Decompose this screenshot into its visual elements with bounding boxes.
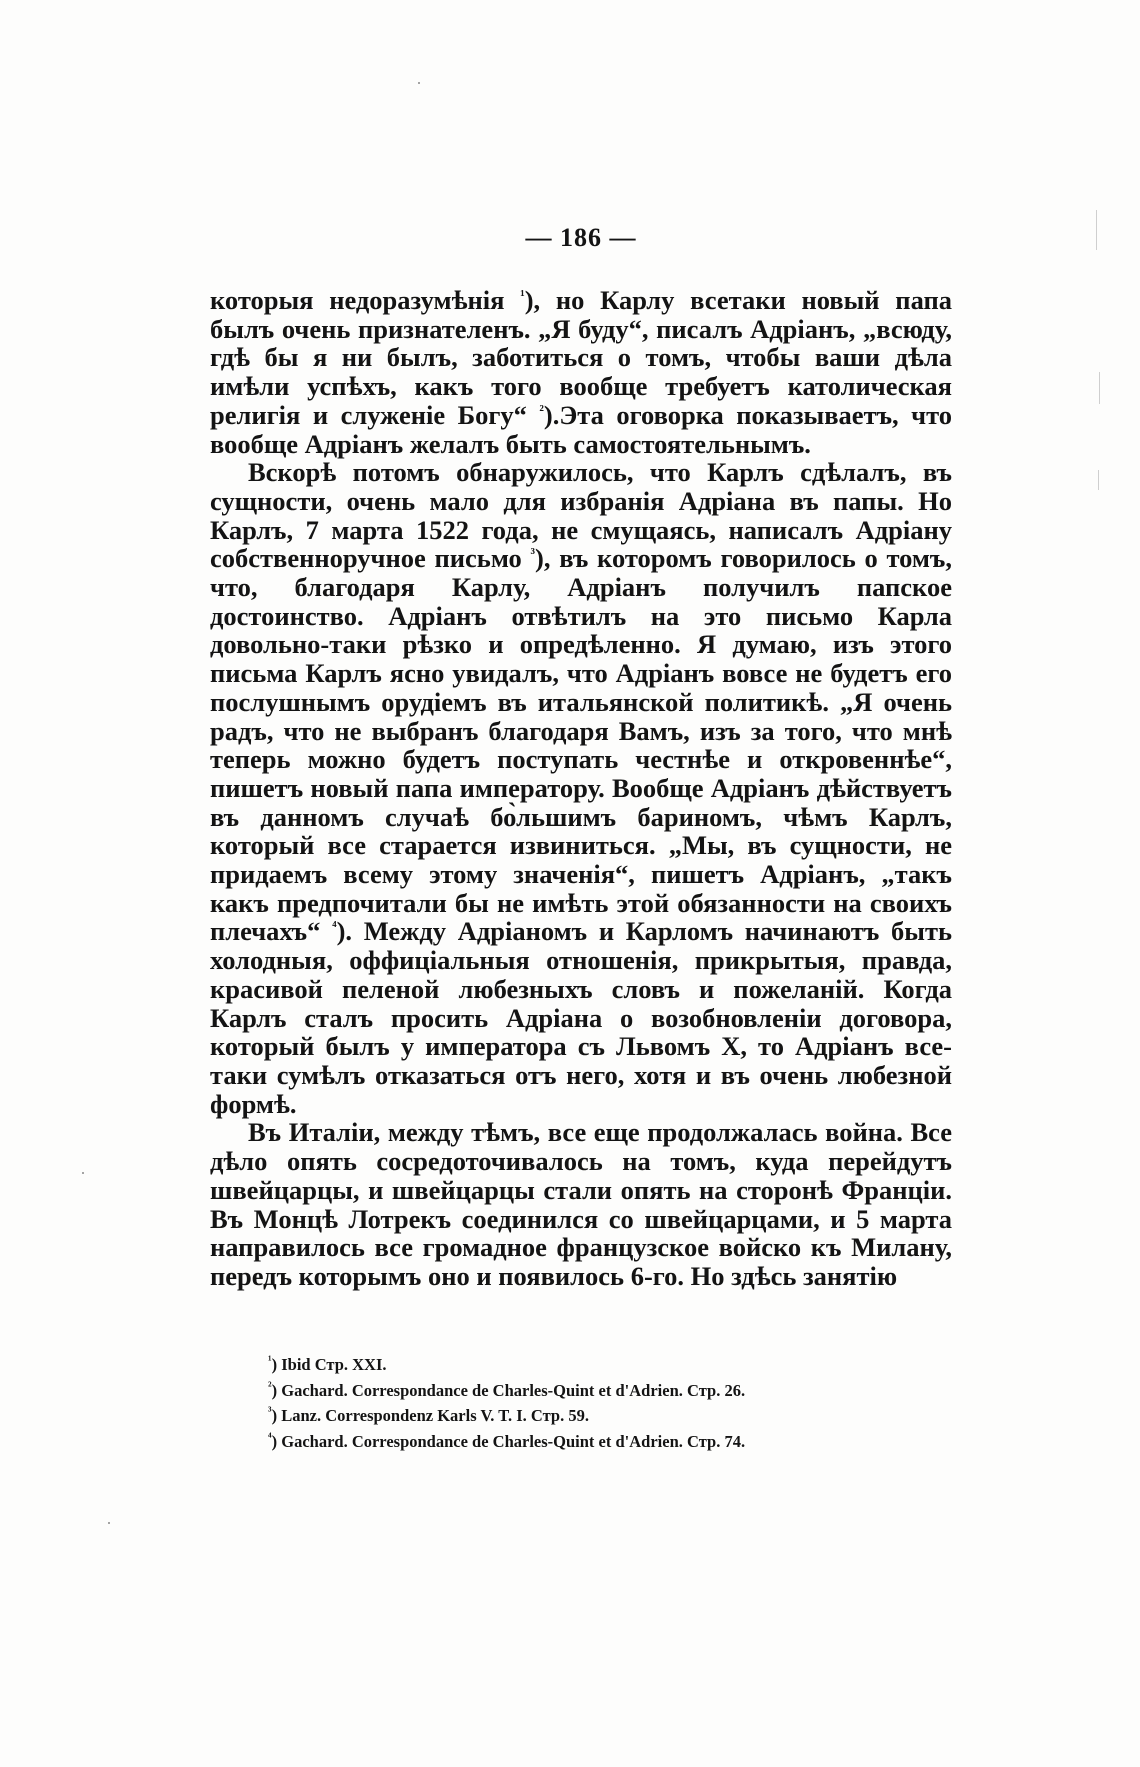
- footnote-mark: ²: [268, 1378, 272, 1393]
- footnote-text: ) Gachard. Correspondance de Charles-Quint et d'Adrien. Стр. 74.: [271, 1431, 746, 1451]
- paragraph: [210, 458, 952, 1118]
- scan-speck: [82, 1172, 84, 1174]
- footnote-ref: ¹: [520, 288, 525, 304]
- footnote: [210, 1352, 952, 1378]
- footnote: [210, 1378, 952, 1404]
- footnote: [210, 1403, 952, 1429]
- footnote-ref: ⁴: [332, 919, 337, 936]
- paragraph-text: которыя недоразумѣнія: [210, 285, 521, 315]
- footnote-mark: ⁴: [268, 1429, 272, 1444]
- paragraph-text: ), но Карлу всетаки новый папа былъ очень признателенъ. „Я буду“, писалъ Адріанъ, „всюду, гдѣ бы я ни былъ, заботиться о томъ, чтобы ваши дѣла имѣли успѣхъ, какъ того вообще требуетъ католическая религія и служеніе Богу“: [210, 285, 952, 430]
- paragraph-text: ).Эта оговорка показываетъ, что вообще Адріанъ желалъ быть самостоятельнымъ.: [210, 399, 952, 459]
- scan-edge-mark: [1098, 470, 1099, 490]
- paragraph: [210, 286, 952, 458]
- paragraph-text: ). Между Адріаномъ и Карломъ начинаютъ быть холодныя, оффиціальныя отношенія, прикрытыя, правда, красивой пеленой любезныхъ словъ и пожеланій. Когда Карлъ сталъ просить Адріана о возобновленіи договора, который былъ у императора съ Львомъ X, то Адріанъ все-таки сумѣлъ отказаться отъ него, хотя и въ очень любезной формѣ.: [210, 916, 952, 1119]
- footnotes: [210, 1352, 952, 1454]
- footnote-ref: ²: [539, 402, 544, 419]
- footnote-ref: ³: [530, 546, 536, 563]
- footnote-text: ) Gachard. Correspondance de Charles-Quint et d'Adrien. Стр. 26.: [271, 1380, 746, 1400]
- page-number: — 186 —: [525, 223, 637, 252]
- footnote-mark: ³: [268, 1404, 272, 1418]
- scan-speck: [418, 82, 420, 84]
- footnote-mark: ¹: [268, 1353, 272, 1367]
- paragraph: [210, 1118, 952, 1290]
- footnote: [210, 1429, 952, 1455]
- footnote-text: ) Lanz. Correspondenz Karls V. T. I. Стр. 59.: [271, 1406, 589, 1425]
- footnote-text: ) Ibid Стр. XXI.: [271, 1355, 387, 1374]
- scan-edge-mark: [1099, 372, 1100, 404]
- paragraph-text: Въ Италіи, между тѣмъ, все еще продолжалась война. Все дѣло опять сосредоточивалось на томъ, куда перейдутъ швейцарцы, и швейцарцы стали опять на сторонѣ Франціи. Въ Монцѣ Лотрекъ соединился со швейцарцами, и 5 марта направилось все громадное французское войско къ Милану, передъ которымъ оно и появилось 6-го. Но здѣсь занятію: [210, 1117, 952, 1291]
- paragraph-text: ), въ которомъ говорилось о томъ, что, благодаря Карлу, Адріанъ получилъ папское достоинство. Адріанъ отвѣтилъ на это письмо Карла довольно-таки рѣзко и опредѣленно. Я думаю, изъ этого письма Карлъ ясно увидалъ, что Адріанъ вовсе не будетъ его послушнымъ орудіемъ въ итальянской политикѣ. „Я очень радъ, что не выбранъ благодаря Вамъ, изъ за того, что мнѣ теперь можно будетъ поступать честнѣе и откровеннѣе“, пишетъ новый папа императору. Вообще Адріанъ дѣйствуетъ въ данномъ случаѣ бо̀льшимъ бариномъ, чѣмъ Карлъ, который все старается извиниться. „Мы, въ сущности, не придаемъ всему этому значенія“, пишетъ Адріанъ, „такъ какъ предпочитали бы не имѣть этой обязанности на своихъ плечахъ“: [210, 543, 953, 947]
- body-text: [210, 286, 952, 1291]
- paragraph-text: Вскорѣ потомъ обнаружилось, что Карлъ сдѣлалъ, въ сущности, очень мало для избранія Адріана въ папы. Но Карлъ, 7 марта 1522 года, не смущаясь, написалъ Адріану собственноручное письмо: [210, 457, 952, 574]
- scan-speck: [108, 1522, 110, 1524]
- scan-edge-mark: [1096, 210, 1097, 250]
